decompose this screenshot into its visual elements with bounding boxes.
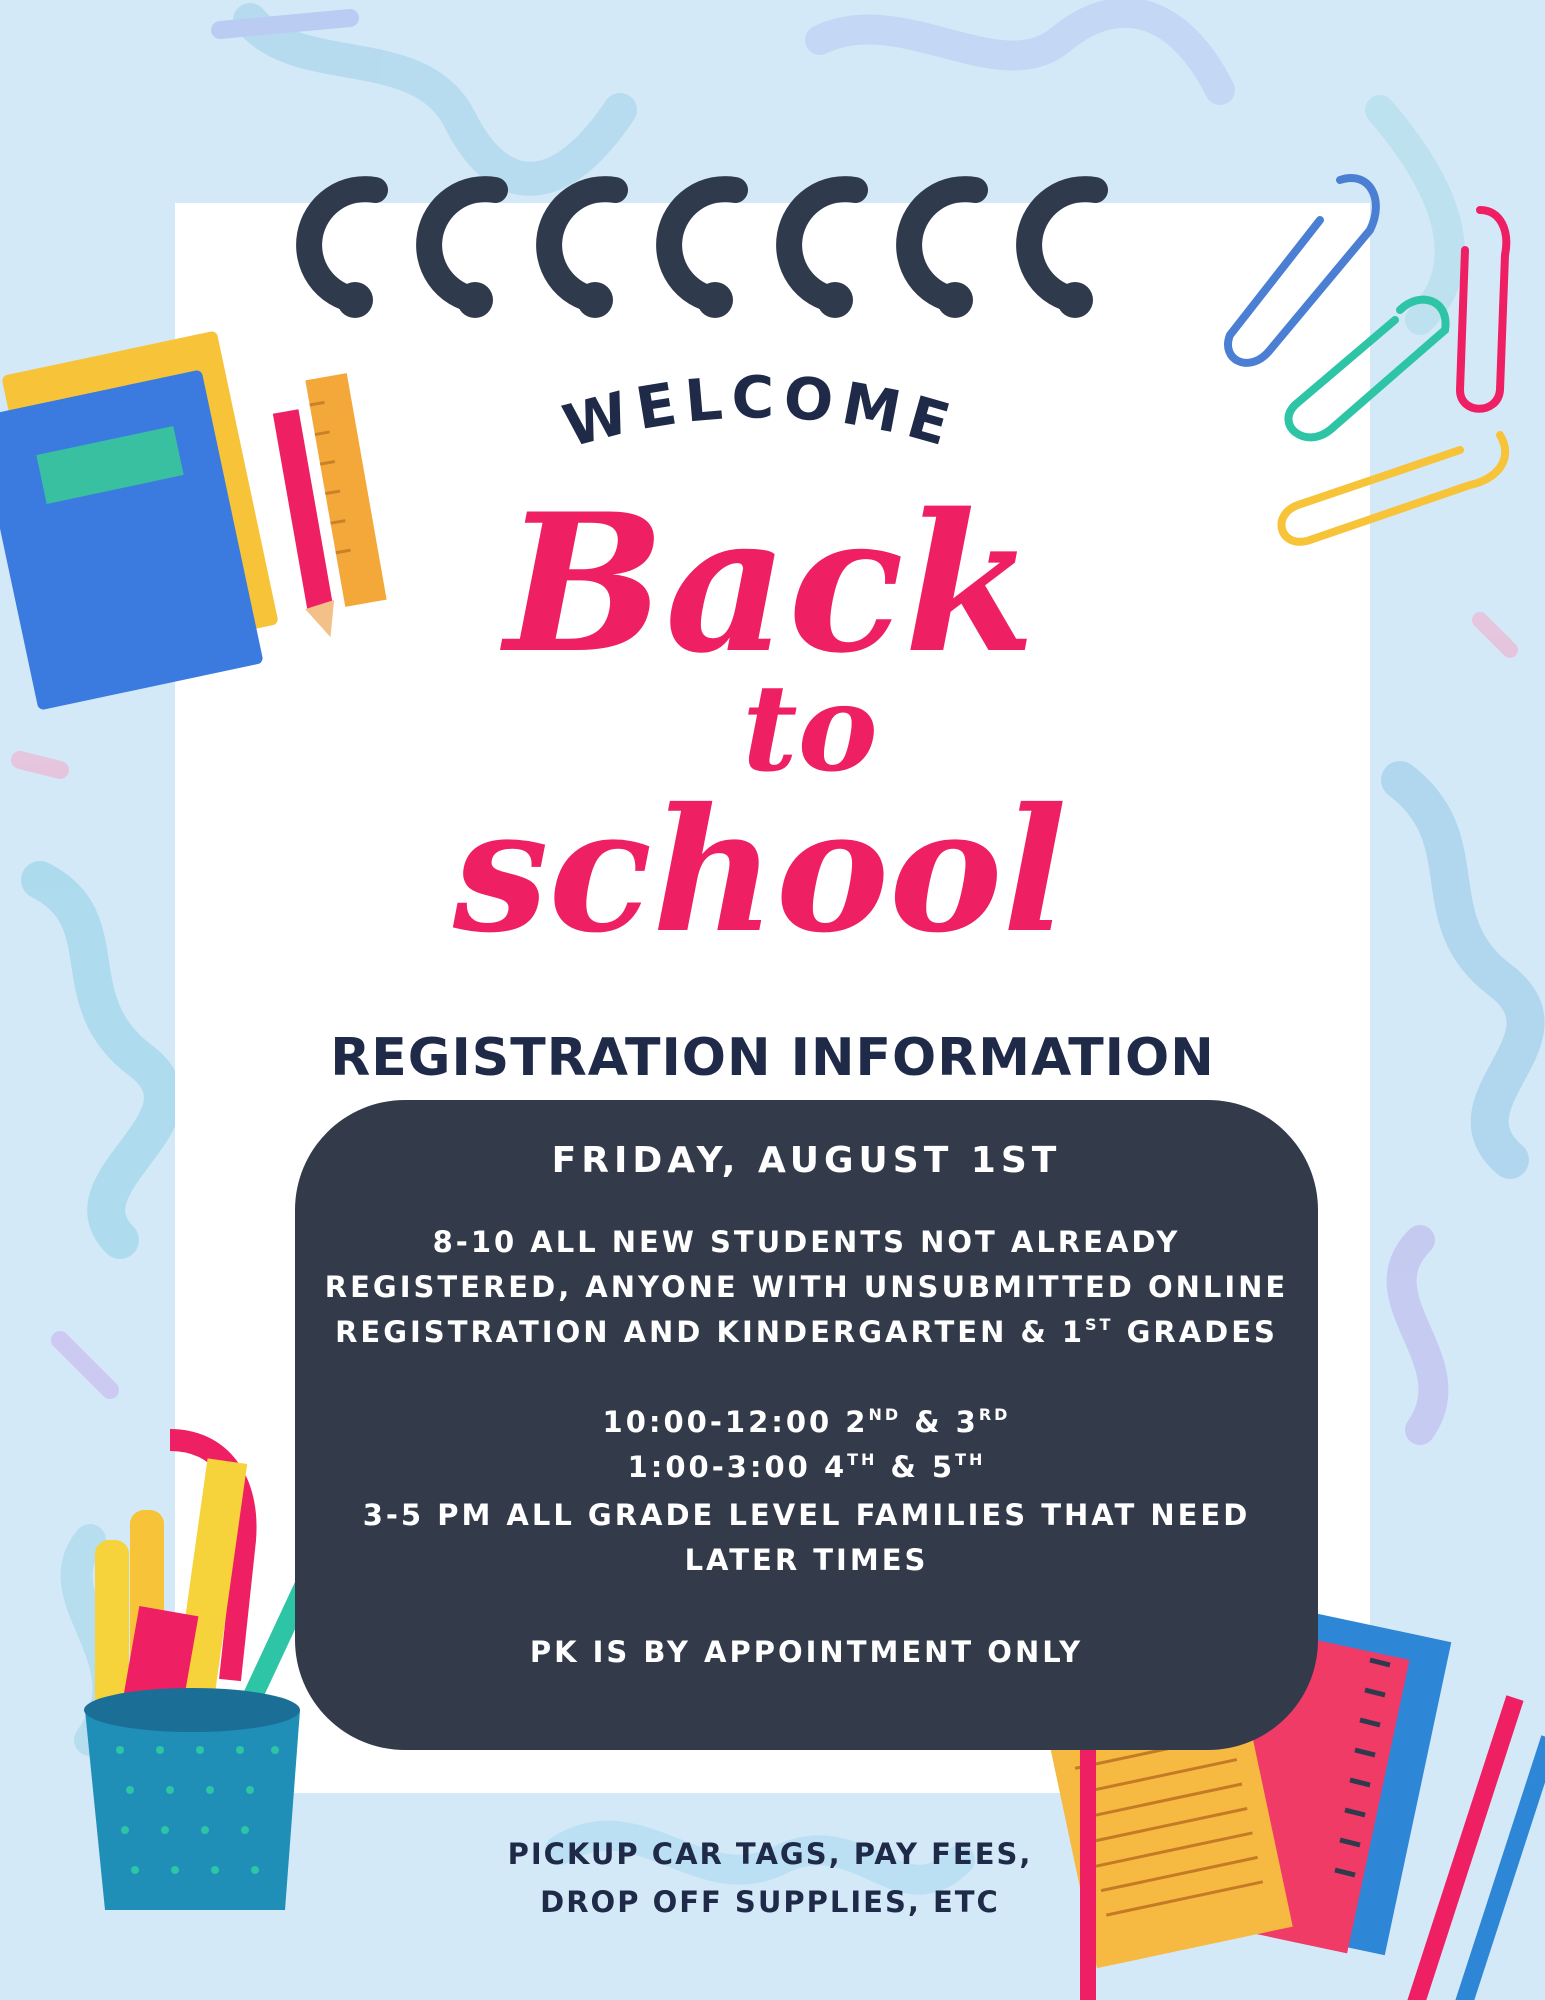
session1-line3-suffix: GRADES: [1113, 1315, 1278, 1349]
pencil-cup-icon: [70, 1420, 330, 1920]
session2-sup1: ND: [868, 1405, 902, 1424]
session3-sup2: TH: [955, 1450, 986, 1469]
registration-info-box: [295, 1100, 1318, 1750]
session4-line2: LATER TIMES: [684, 1543, 929, 1577]
title-line-school: school: [452, 771, 1068, 971]
session1-line1: 8-10 ALL NEW STUDENTS NOT ALREADY: [432, 1225, 1181, 1259]
paper-clips-icon: [1210, 160, 1540, 560]
session1-line3: [295, 1315, 1318, 1349]
session2-sup2: RD: [978, 1405, 1011, 1424]
session4-line1: 3-5 PM ALL GRADE LEVEL FAMILIES THAT NEED: [362, 1498, 1251, 1532]
svg-text:WELCOME: [556, 363, 964, 461]
footer-line2: DROP OFF SUPPLIES, ETC: [540, 1885, 1000, 1919]
spiral-rings-icon: [295, 140, 1225, 340]
footer-note: [420, 1830, 1120, 1926]
welcome-text: WELCOME: [556, 363, 965, 462]
title-line-back: Back: [504, 472, 1036, 695]
session2-line: [295, 1405, 1318, 1439]
session2-mid: & 3: [901, 1405, 979, 1439]
registration-heading: REGISTRATION INFORMATION: [330, 1028, 1215, 1088]
session3-line: [295, 1450, 1318, 1484]
session2-time: 10:00-12:00 2: [602, 1405, 869, 1439]
footer-line1: PICKUP CAR TAGS, PAY FEES,: [507, 1837, 1033, 1871]
session3-sup1: TH: [847, 1450, 878, 1469]
pk-note: PK IS BY APPOINTMENT ONLY: [529, 1635, 1084, 1669]
session3-mid: & 5: [877, 1450, 956, 1484]
session1-line3-prefix: REGISTRATION AND KINDERGARTEN & 1: [335, 1315, 1086, 1349]
registration-date: FRIDAY, AUGUST 1ST: [551, 1140, 1062, 1181]
back-to-school-title: [420, 470, 1120, 990]
books-icon: [0, 330, 420, 730]
session3-time: 1:00-3:00 4: [627, 1450, 848, 1484]
title-line-to: to: [742, 658, 878, 799]
session1-line3-sup: ST: [1085, 1315, 1114, 1334]
session1-line2: REGISTERED, ANYONE WITH UNSUBMITTED ONLINE: [324, 1270, 1289, 1304]
